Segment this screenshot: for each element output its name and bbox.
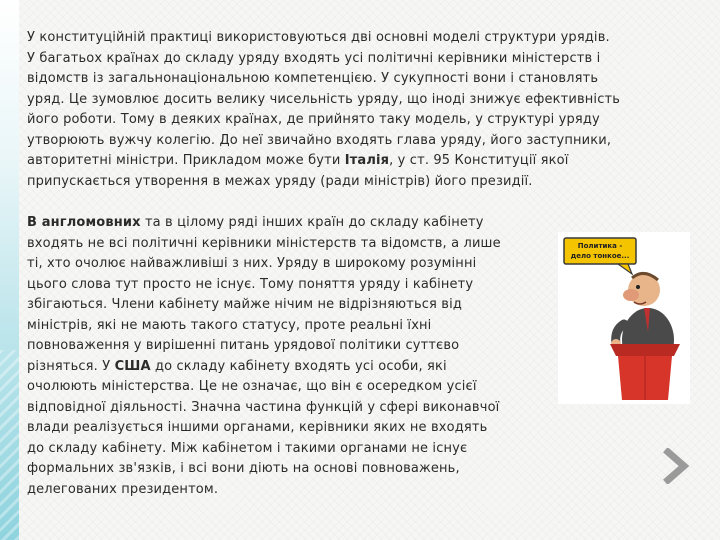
paragraph-line: повноваження у вирішенні питань урядової політики суттєво [27, 338, 460, 353]
usa-highlight: США [114, 358, 151, 374]
paragraph-2 [27, 213, 547, 500]
paragraph-line [27, 151, 697, 172]
sign-text-line-2: дело тонкое... [570, 252, 630, 260]
anglophone-highlight: В англомовних [27, 215, 141, 230]
paragraph-line: очолюють міністерства. Це не означає, що він є осередком усієї [27, 379, 477, 394]
italy-highlight: Італія [344, 153, 390, 168]
text-segment: та в цілому ряді інших країн до складу кабінету [140, 215, 484, 230]
text-segment: , у ст. 95 Конституції якої [389, 153, 569, 168]
paragraph-line: відповідної діяльності. Значна частина функцій у сфері виконавчої [27, 399, 500, 415]
paragraph-line: У багатьох країнах до складу уряду входять усі політичні керівники міністерств і [27, 50, 601, 66]
chevron-right-icon[interactable] [660, 448, 692, 484]
paragraph-line: У конституційній практиці використовуються дві основні моделі структури урядів. [27, 30, 610, 45]
paragraph-line: збігаються. Члени кабінету майже нічим не відрізняються від [27, 297, 463, 312]
paragraph-line [27, 357, 547, 378]
paragraph-line: влади реалізується іншими органами, керівники яких не входять [27, 420, 488, 435]
sign-text-line-1: Политика - [577, 242, 623, 250]
paragraph-line: міністрів, які не мають такого статусу, проте реальні їхні [27, 317, 432, 333]
paragraph-line: входять не всі політичні керівники міністерств та відомств, а лише [27, 235, 501, 251]
paragraph-line: уряд. Це зумовлює досить велику чисельність уряду, що іноді знижує ефективність [27, 91, 621, 107]
paragraph-line: ті, хто очолює найважливіші з них. Уряду в широкому розумінні [27, 256, 477, 271]
paragraph-line: до складу кабінету. Між кабінетом і такими органами не існує [27, 440, 468, 456]
text-segment: різняться. У [27, 358, 115, 374]
paragraph-line: формальних зв'язків, і всі вони діють на основі повноважень, [27, 461, 460, 476]
text-segment: авторитетні міністри. Прикладом може бути [27, 153, 341, 168]
paragraph-line: делегованих президентом. [27, 481, 219, 497]
paragraph-1 [27, 28, 697, 192]
paragraph-line: цього слова тут просто не існує. Тому поняття уряду і кабінету [27, 276, 474, 292]
text-segment: до складу кабінету входять усі особи, які [150, 358, 447, 374]
politician-cartoon-image [558, 232, 690, 404]
paragraph-line [27, 213, 547, 234]
paragraph-line: утворюють вужчу колегію. До неї звичайно входять глава уряду, його заступники, [27, 132, 612, 148]
paragraph-line: його роботи. Тому в деяких країнах, де прийнято таку модель, у структурі уряду [27, 112, 600, 127]
paragraph-line: відомств із загальнонаціональною компетенцією. У сукупності вони і становлять [27, 71, 599, 86]
left-accent-bar [0, 0, 19, 540]
paragraph-line: припускається утворення в межах уряду (ради міністрів) його президії. [27, 173, 533, 189]
